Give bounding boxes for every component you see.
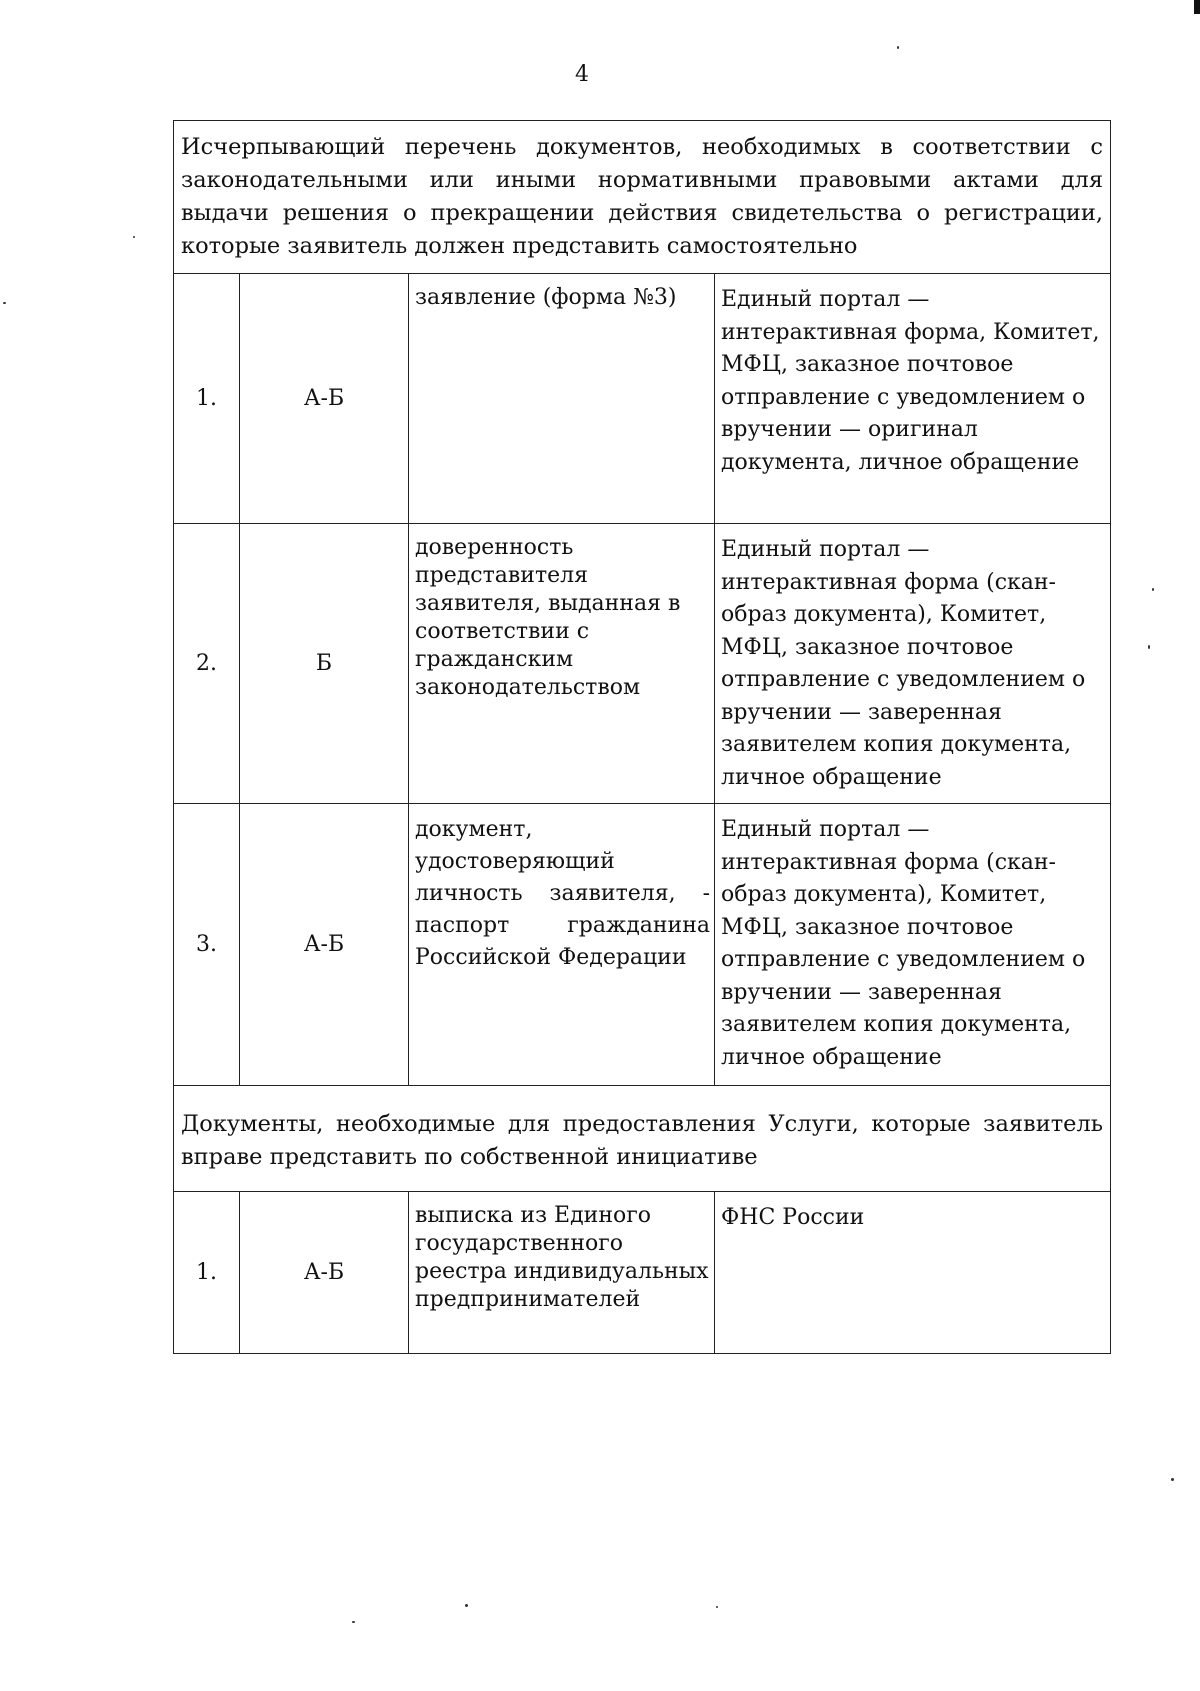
scan-speck <box>716 1606 718 1608</box>
scan-speck <box>1171 1478 1174 1481</box>
page-number: 4 <box>575 62 589 87</box>
table-row <box>174 524 1111 804</box>
scan-speck <box>1152 588 1154 591</box>
submission-method: ФНС России <box>715 1192 1111 1354</box>
applicant-category: А-Б <box>240 1192 409 1354</box>
documents-table <box>173 120 1111 1354</box>
table-row <box>174 274 1111 524</box>
document-name: документ, удостоверяющий личность заявителя, - паспорт гражданина Российской Федерации <box>409 804 715 1086</box>
document-name: выписка из Единого государственного реестра индивидуальных предпринимателей <box>409 1192 715 1354</box>
row-number: 1. <box>174 274 240 524</box>
applicant-category: А-Б <box>240 804 409 1086</box>
row-number: 3. <box>174 804 240 1086</box>
row-number: 2. <box>174 524 240 804</box>
section-title-required: Исчерпывающий перечень документов, необходимых в соответствии с законодательными или иными нормативными правовыми актами для выдачи решения о прекращении действия свидетельства о регистрации, которые заявитель должен представить самостоятельно <box>174 121 1111 274</box>
scan-speck <box>897 46 899 49</box>
section-header-row <box>174 1086 1111 1192</box>
submission-method: Единый портал — интерактивная форма (скан-образ документа), Комитет, МФЦ, заказное почтовое отправление с уведомлением о вручении — заверенная заявителем копия документа, личное обращение <box>715 804 1111 1086</box>
applicant-category: Б <box>240 524 409 804</box>
scan-speck <box>133 236 135 238</box>
row-number: 1. <box>174 1192 240 1354</box>
scan-speck <box>1148 645 1150 649</box>
document-name: доверенность представителя заявителя, выданная в соответствии с гражданским законодательством <box>409 524 715 804</box>
document-name: заявление (форма №3) <box>409 274 715 524</box>
applicant-category: А-Б <box>240 274 409 524</box>
table-row <box>174 1192 1111 1354</box>
scan-corner-mark <box>1194 0 1200 14</box>
table-row <box>174 804 1111 1086</box>
submission-method: Единый портал — интерактивная форма (скан-образ документа), Комитет, МФЦ, заказное почтовое отправление с уведомлением о вручении — заверенная заявителем копия документа, личное обращение <box>715 524 1111 804</box>
section-title-optional: Документы, необходимые для предоставления Услуги, которые заявитель вправе представить по собственной инициативе <box>174 1086 1111 1192</box>
scan-speck <box>3 302 6 304</box>
scan-speck <box>465 1604 468 1607</box>
section-header-row <box>174 121 1111 274</box>
submission-method: Единый портал — интерактивная форма, Комитет, МФЦ, заказное почтовое отправление с уведомлением о вручении — оригинал документа, личное обращение <box>715 274 1111 524</box>
scan-speck <box>352 1621 355 1623</box>
